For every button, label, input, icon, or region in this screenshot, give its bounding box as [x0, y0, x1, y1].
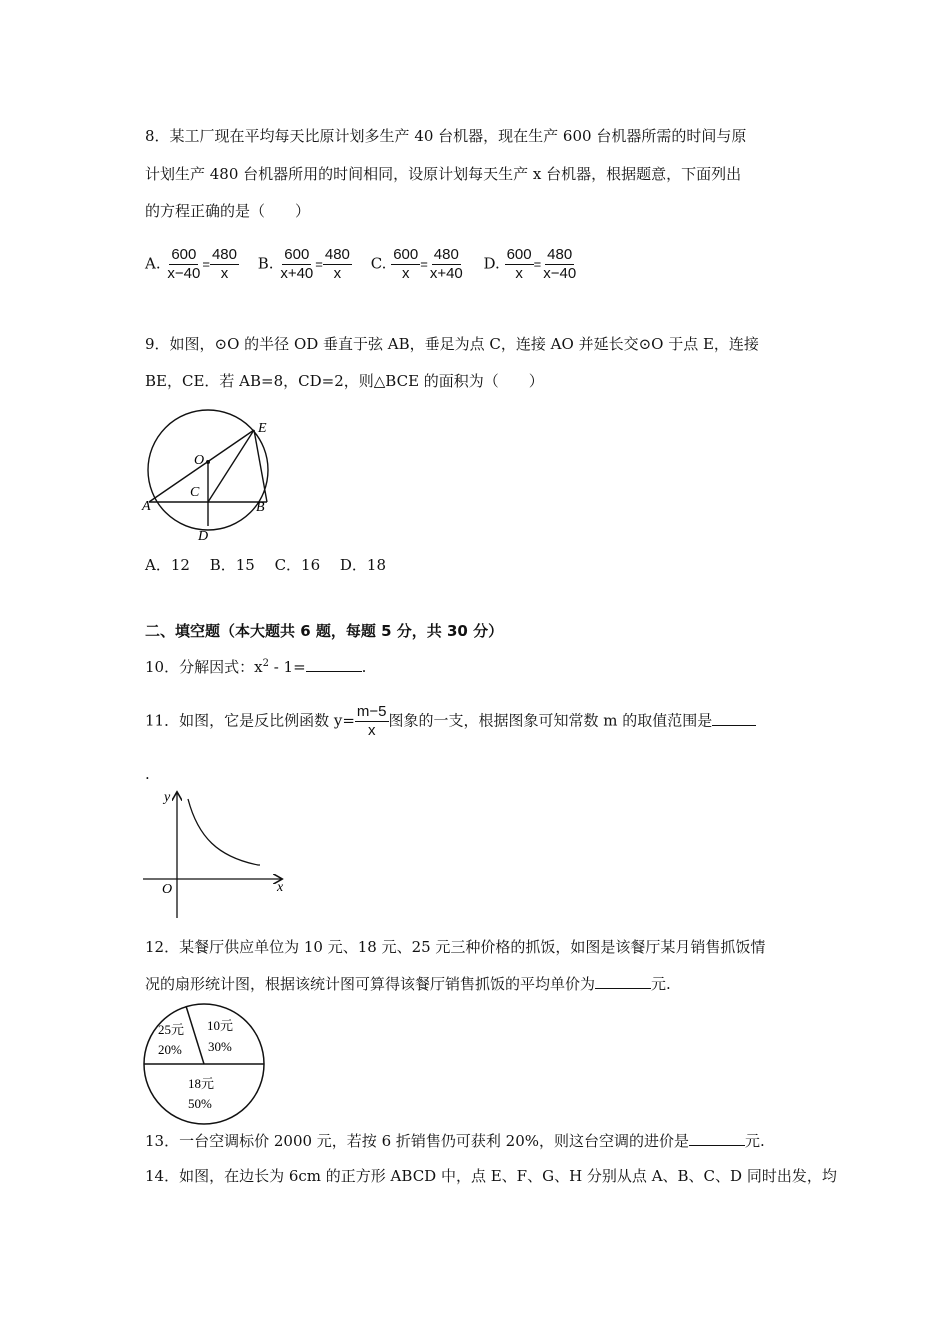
numerator: 600 [393, 246, 419, 263]
q12-end: 元. [651, 975, 671, 993]
q10-suffix: - 1= [268, 658, 306, 676]
q11-end: . [145, 765, 150, 783]
fraction [428, 246, 465, 283]
q11-prefix: 11．如图，它是反比例函数 y= [145, 711, 355, 730]
fraction [505, 246, 534, 283]
q13-prefix: 13．一台空调标价 2000 元，若按 6 折销售仍可获利 20%，则这台空调的进价是 [145, 1132, 689, 1150]
denominator: x−40 [543, 265, 577, 282]
equals-sign: = [533, 256, 542, 272]
option-label: C. [370, 254, 387, 273]
q9-circle-figure [140, 400, 290, 550]
numerator: 600 [171, 246, 197, 263]
denominator: x [515, 265, 523, 282]
denominator: x [367, 722, 376, 739]
hyperbola-curve [188, 799, 260, 865]
numerator: m−5 [356, 703, 387, 720]
q8-line3: 的方程正确的是（ ） [145, 202, 311, 220]
equals-sign: = [315, 256, 323, 272]
label-c: C [190, 485, 200, 500]
q8-line1: 8．某工厂现在平均每天比原计划多生产 40 台机器，现在生产 600 台机器所需的时间与原 [145, 127, 747, 145]
fraction [210, 246, 239, 283]
q12-line1: 12．某餐厅供应单位为 10 元、18 元、25 元三种价格的抓饭，如图是该餐厅某月销售抓饭情 [145, 938, 766, 956]
q9-line1: 9．如图，⊙O 的半径 OD 垂直于弦 AB，垂足为点 C，连接 AO 并延长交⊙O 于点 E，连接 [145, 335, 759, 353]
center-point [206, 460, 210, 464]
fraction [278, 246, 315, 283]
origin-label: O [162, 882, 173, 897]
option-label: A. [145, 254, 161, 273]
slice-25-price: 25元 [158, 1022, 185, 1037]
numerator: 480 [324, 246, 350, 263]
q12-line2 [145, 974, 671, 994]
label-d: D [198, 529, 209, 544]
q11-suffix: 图象的一支，根据图象可知常数 m 的取值范围是 [388, 711, 713, 730]
section-2-title: 二、填空题（本大题共 6 题，每题 5 分，共 30 分） [145, 622, 504, 640]
q9-line2: BE，CE．若 AB=8，CD=2，则△BCE 的面积为（ ） [145, 372, 544, 390]
fraction [541, 246, 578, 283]
slice-25-percent: 20% [158, 1042, 182, 1057]
x-axis-label: x [277, 880, 284, 895]
q8-options [145, 246, 592, 283]
option-label: B. [257, 254, 274, 273]
q8-option-b[interactable] [258, 246, 352, 283]
denominator: x−40 [167, 265, 201, 282]
q8-line2: 计划生产 480 台机器所用的时间相同，设原计划每天生产 x 台机器，根据题意，下面列出 [145, 165, 742, 183]
fraction [165, 246, 202, 283]
pie-divider-slanted [186, 1006, 204, 1064]
q11-graph-figure [140, 785, 300, 925]
q10-prefix: 10．分解因式：x [145, 658, 263, 676]
numerator: 600 [506, 246, 532, 263]
label-b: B [256, 500, 265, 515]
q8-option-c[interactable] [371, 246, 465, 283]
q10-exponent: 2 [262, 658, 269, 669]
equals-sign: = [420, 256, 428, 272]
denominator: x [401, 265, 410, 282]
equals-sign: = [202, 256, 210, 272]
slice-18-price: 18元 [188, 1076, 215, 1091]
denominator: x+40 [280, 265, 314, 282]
q8-option-d[interactable] [484, 246, 579, 283]
q12-answer-blank[interactable] [595, 974, 651, 989]
q13-end: 元. [745, 1132, 765, 1150]
label-a: A [142, 499, 151, 514]
fraction [323, 246, 352, 283]
q9-options[interactable]: A．12 B．15 C．16 D．18 [145, 556, 387, 574]
label-e: E [258, 421, 267, 436]
q12-prefix: 况的扇形统计图，根据该统计图可算得该餐厅销售抓饭的平均单价为 [145, 975, 596, 993]
fraction [391, 246, 420, 283]
slice-10-percent: 30% [208, 1039, 232, 1054]
numerator: 600 [284, 246, 310, 263]
q11-answer-blank[interactable] [712, 711, 756, 726]
q12-pie-chart [140, 1002, 270, 1132]
y-axis-label: y [164, 790, 171, 805]
label-o: O [194, 453, 205, 468]
numerator: 480 [433, 246, 459, 263]
q10 [145, 654, 366, 677]
q8-option-a[interactable] [145, 246, 239, 283]
numerator: 480 [547, 246, 573, 263]
q11-fraction [355, 703, 389, 740]
q10-answer-blank[interactable] [306, 657, 362, 672]
q13-answer-blank[interactable] [689, 1131, 745, 1146]
segment-ce [208, 430, 254, 502]
q13 [145, 1131, 765, 1151]
numerator: 480 [211, 246, 237, 263]
denominator: x [333, 265, 342, 282]
slice-18-percent: 50% [188, 1096, 212, 1111]
option-label: D. [483, 254, 500, 273]
q10-end: . [361, 658, 367, 676]
denominator: x [220, 265, 229, 282]
q14-line1: 14．如图，在边长为 6cm 的正方形 ABCD 中，点 E、F、G、H 分别从点 A、B、C、D 同时出发，均 [145, 1167, 837, 1185]
q11 [145, 703, 756, 740]
slice-10-price: 10元 [207, 1018, 234, 1033]
denominator: x+40 [429, 265, 463, 282]
